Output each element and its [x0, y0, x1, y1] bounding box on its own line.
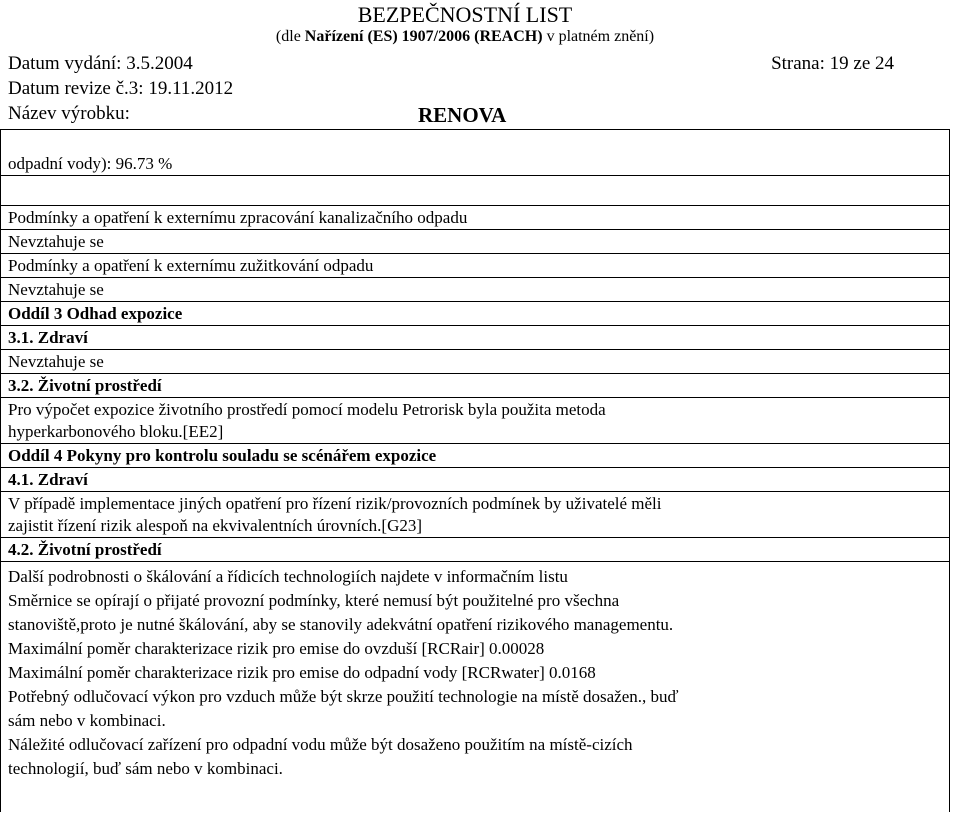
paragraph-line: Maximální poměr charakterizace rizik pro emise do ovzduší [RCRair] 0.00028 — [8, 639, 545, 658]
section-3-1-value: Nevztahuje se — [1, 350, 949, 374]
section-3-2-heading: 3.2. Životní prostředí — [1, 374, 949, 398]
subtitle-regulation: Nařízení (ES) 1907/2006 (REACH) — [304, 28, 543, 45]
wastewater-fraction: odpadní vody): 96.73 % — [1, 130, 949, 176]
section-4-1-text — [1, 492, 949, 538]
sewage-treatment-value: Nevztahuje se — [1, 230, 949, 254]
section-3-2-line: hyperkarbonového bloku.[EE2] — [8, 422, 224, 441]
revision-date: Datum revize č.3: 19.11.2012 — [8, 78, 234, 99]
paragraph-line: stanoviště,proto je nutné škálování, aby se stanovily adekvátní opatření rizikového managementu. — [8, 615, 674, 634]
section-4-1-line: zajistit řízení rizik alespoň na ekvivalentních úrovních.[G23] — [8, 516, 423, 535]
document-body — [0, 129, 950, 812]
section-3-1-heading: 3.1. Zdraví — [1, 326, 949, 350]
section-4-1-line: V případě implementace jiných opatření pro řízení rizik/provozních podmínek by uživatelé měli — [8, 494, 662, 513]
paragraph-line: Náležité odlučovací zařízení pro odpadní vodu může být dosaženo použitím na místě-cizích — [8, 735, 633, 754]
product-label: Název výrobku: — [8, 103, 130, 124]
page-number: Strana: 19 ze 24 — [771, 53, 894, 74]
paragraph-line: technologií, buď sám nebo v kombinaci. — [8, 759, 283, 778]
sewage-treatment-conditions-heading: Podmínky a opatření k externímu zpracování kanalizačního odpadu — [1, 206, 949, 230]
paragraph-line: sám nebo v kombinaci. — [8, 711, 166, 730]
section-4-heading: Oddíl 4 Pokyny pro kontrolu souladu se scénářem expozice — [1, 444, 949, 468]
section-3-2-text — [1, 398, 949, 444]
subtitle-prefix: (dle — [275, 28, 305, 45]
paragraph-line: Maximální poměr charakterizace rizik pro emise do odpadní vody [RCRwater] 0.0168 — [8, 663, 596, 682]
section-4-2-heading: 4.2. Životní prostředí — [1, 538, 949, 562]
section-4-2-text — [1, 562, 949, 781]
waste-recovery-conditions-heading: Podmínky a opatření k externímu zužitkování odpadu — [1, 254, 949, 278]
section-4-1-heading: 4.1. Zdraví — [1, 468, 949, 492]
paragraph-line: Další podrobnosti o škálování a řídicích technologiích najdete v informačním listu — [8, 567, 568, 586]
document-subtitle — [0, 27, 930, 47]
empty-row — [1, 176, 949, 206]
subtitle-suffix: v platném znění) — [542, 28, 655, 45]
section-3-2-line: Pro výpočet expozice životního prostředí pomocí modelu Petrorisk byla použita metoda — [8, 400, 606, 419]
paragraph-line: Potřebný odlučovací výkon pro vzduch může být skrze použití technologie na místě dosažen., buď — [8, 687, 679, 706]
paragraph-line: Směrnice se opírají o přijaté provozní podmínky, které nemusí být použitelné pro všechna — [8, 591, 620, 610]
document-title: BEZPEČNOSTNÍ LIST — [357, 2, 573, 27]
waste-recovery-value: Nevztahuje se — [1, 278, 949, 302]
issue-date: Datum vydání: 3.5.2004 — [8, 53, 193, 74]
document-header — [0, 0, 960, 130]
section-3-heading: Oddíl 3 Odhad expozice — [1, 302, 949, 326]
product-name: RENOVA — [418, 103, 507, 127]
